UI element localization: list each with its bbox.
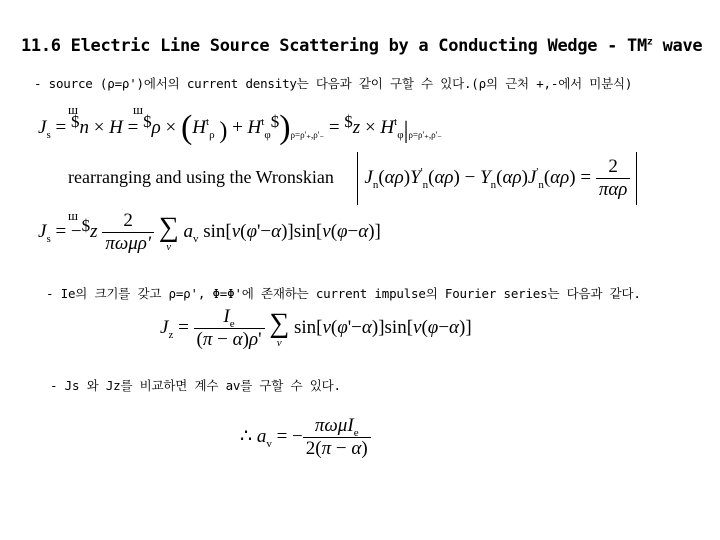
equation-surface-current: $J_s$ = $n × H = $ρ × ($H^t_\rho$ ) + $H^t_\varphi\$)_{\rho=\rho'_+,\rho'_-}$ = $z × $H^t_\varphi|_{\rho=\rho'_+,\rho'_-}$ [38,109,442,146]
title-main: 11.6 Electric Line Source Scattering by a Conducting Wedge - TM [21,36,647,56]
compare-note: - Js 와 Jz를 비교하면 계수 av를 구할 수 있다. [50,378,341,393]
equation-surface-current-series: $J_s$ = −$z $\frac{2}{\text{πωμρ'}}$ ∑ v $a_v$ sin[v(φ'−α)]sin[v(φ−α)] [38,210,381,254]
equation-coefficient: ∴ $a_v$ = − $\frac{\pi\omega\mu I_e}{2(\pi - \alpha)}$ [240,415,371,460]
wronskian-denominator: παρ [598,179,628,200]
title-tail: wave [652,36,703,56]
title-superscript: z [646,36,653,48]
page-title [21,36,702,56]
equation-current-impulse: $J_z$ = $\frac{I_e}{(\pi - \alpha)\rho'}$ ∑ v sin[v(φ'−α)]sin[v(φ−α)] [160,306,472,350]
equation-wronskian: rearranging and using the Wronskian $J_n(\alpha\rho)Y'_n(\alpha\rho) - Y_n(\alpha\rho)J'_n(\alpha\rho)$ = $\frac{2}{\text{παρ}}$ [68,152,637,205]
wronskian-label: rearranging and using the Wronskian [68,166,334,187]
source-note: - source (ρ=ρ')에서의 current density는 다음과 같이 구할 수 있다.(ρ의 근처 +,-에서 미분식) [34,76,633,91]
wronskian-numerator: 2 [596,156,631,179]
impulse-note: - Ie의 크기를 갖고 ρ=ρ', Φ=Φ'에 존재하는 current impulse의 Fourier series는 다음과 같다. [46,286,641,301]
